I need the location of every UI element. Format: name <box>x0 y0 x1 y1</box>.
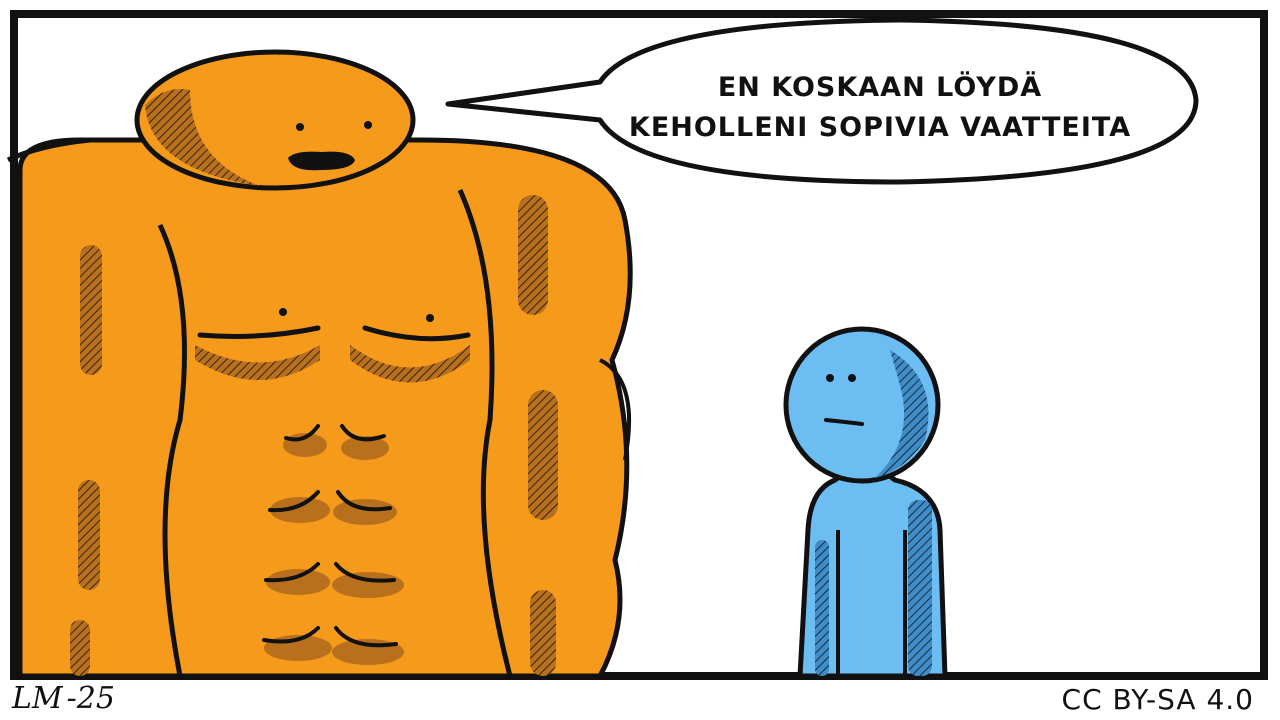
right-arm-shadow-lower-hatch <box>530 590 556 676</box>
right-arm-shadow-mid-hatch <box>528 390 558 520</box>
blue-left-eye <box>826 374 834 382</box>
blue-right-eye <box>848 374 856 382</box>
left-arm-shadow-upper-hatch <box>80 245 102 375</box>
right-eye <box>364 121 372 129</box>
blue-body-shadow-right-hatch <box>908 500 932 676</box>
orange-head <box>137 52 413 188</box>
speech-line-1: EN KOSKAAN LÖYDÄ <box>717 72 1043 103</box>
signature-year: -25 <box>66 680 115 716</box>
ab-shadow-2r <box>333 499 397 525</box>
left-arm-shadow-lower-hatch <box>78 480 100 590</box>
signature-mark: LM <box>12 680 63 716</box>
right-nipple <box>426 314 434 322</box>
right-arm-shadow-upper-hatch <box>518 195 548 315</box>
left-arm-shadow-bottom-hatch <box>70 620 90 676</box>
blue-body-shadow-left-hatch <box>815 540 829 676</box>
license-text: CC BY-SA 4.0 <box>1061 682 1254 716</box>
left-eye <box>296 123 304 131</box>
artist-signature <box>12 680 115 716</box>
speech-line-2: KEHOLLENI SOPIVIA VAATTEITA <box>628 112 1132 143</box>
speech-bubble-text <box>600 52 1160 164</box>
ab-shadow-3r <box>332 572 404 598</box>
left-nipple <box>279 308 287 316</box>
